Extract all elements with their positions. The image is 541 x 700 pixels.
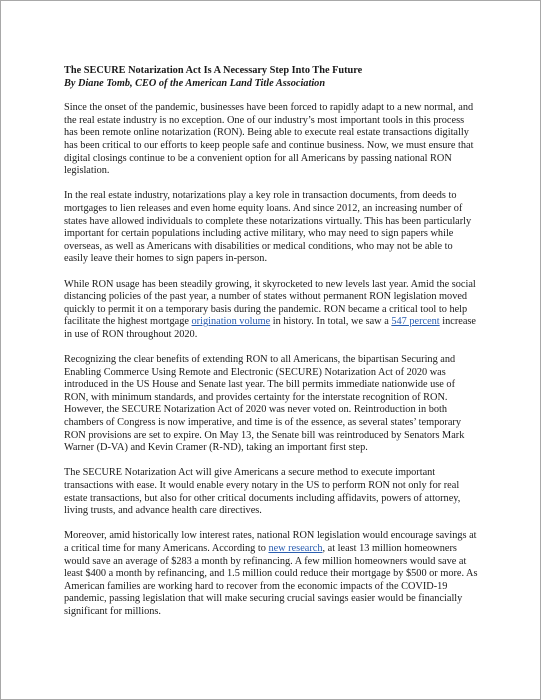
article-title: The SECURE Notarization Act Is A Necessary Step Into The Future: [64, 65, 363, 76]
new-research-link[interactable]: new research: [268, 542, 323, 554]
paragraph-1: Since the onset of the pandemic, businesses have been forced to rapidly adapt to a new normal, and the real estate industry is no exception. One of our industry’s most important tools in this process has been remote online notarization (RON). Being able to execute real estate transactions digitally has been critical to our efforts to keep people safe and continue business. Now, we must ensure that digital closings continue to be a convenient option for all Americans by passing national RON legislation.: [64, 102, 474, 177]
origination-volume-link[interactable]: origination volume: [191, 316, 271, 328]
paragraph-3: [64, 279, 478, 342]
article-byline: By Diane Tomb, CEO of the American Land Title Association: [64, 77, 326, 89]
paragraph-3-text-a: While RON usage has been steadily growing, it skyrocketed to new levels last year. Amid the social distancing policies of the past year, a number of states without permanent RON legislation moved quickly to permit it on a temporary basis during the pandemic. RON became a critical tool to help facilitate the highest mortgage: [64, 278, 476, 328]
paragraph-6-text-b: , at least 13 million homeowners would save an average of $283 a month by refinancing. A few million homeowners would save at least $400 a month by refinancing, and 1.5 million could reduce their mortgage by $500 or more. As American families are working hard to recover from the economic impacts of the COVID-19 pandemic, passing legislation that will make securing crucial savings easier would be financially significant for millions.: [64, 542, 478, 617]
paragraph-5: The SECURE Notarization Act will give Americans a secure method to execute important transactions with ease. It would enable every notary in the US to perform RON not only for real estate transactions, but also for other critical documents including affidavits, powers of attorney, living trusts, and advance health care directives.: [64, 467, 461, 517]
paragraph-2: In the real estate industry, notarizations play a key role in transaction documents, from deeds to mortgages to lien releases and even home equity loans. And since 2012, an increasing number of states have allowed individuals to complete these notarizations virtually. This has been particularly important for certain populations including active military, who may need to sign papers while overseas, as well as Americans with disabilities or medical conditions, who may not be able to easily leave their homes to sign papers in-person.: [64, 190, 472, 265]
paragraph-6: [64, 530, 478, 618]
paragraph-3-text-b: in history. In total, we saw a: [270, 316, 392, 328]
paragraph-6-text-a: Moreover, amid historically low interest rates, national RON legislation would encourage savings at a critical time for many Americans. According to: [64, 530, 477, 554]
article-body: [64, 65, 478, 631]
paragraph-4: Recognizing the clear benefits of extending RON to all Americans, the bipartisan Securing and Enabling Commerce Using Remote and Electronic (SECURE) Notarization Act of 2020 was introduced in the US House and Senate last year. The bill permits immediate nationwide use of RON, with minimum standards, and provides certainty for the interstate recognition of RON. However, the SECURE Notarization Act of 2020 was never voted on. Reintroduction in both chambers of Congress is now imperative, and time is of the essence, as several states’ temporary RON provisions are set to expire. On May 13, the Senate bill was reintroduced by Senators Mark Warner (D-VA) and Kevin Cramer (R-ND), taking an important first step.: [64, 354, 465, 454]
547-percent-link[interactable]: 547 percent: [391, 316, 440, 328]
paragraph-3-text-c: increase in use of RON throughout 2020.: [64, 316, 476, 340]
